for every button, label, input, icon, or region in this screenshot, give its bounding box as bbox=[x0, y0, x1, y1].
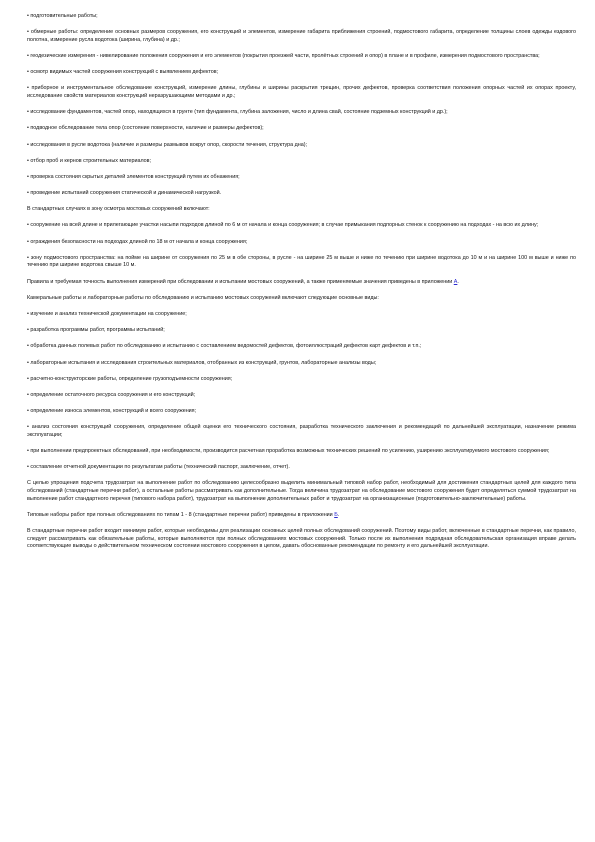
paragraph-text: • геодезические измерения - нивелирование положения сооружения и его элементов (покрытия проезжей части, пролётных строений и опор) в плане и в профиле, измерения подмостового пространства; bbox=[27, 52, 540, 59]
bullet-condition-analysis bbox=[27, 424, 576, 439]
paragraph-text: • определение износа элементов, конструкций и всего сооружения; bbox=[27, 408, 197, 415]
paragraph-text: • зону подмостового пространства: на пойме на ширине от сооружения по 25 м в обе стороны, в русле - на ширине 25 м выше и ниже по течению при ширине водотока до 10 м и на ширине 100 м выше и ниже по течению при ширине водотока свыше 10 м. bbox=[27, 254, 576, 269]
paragraph-text: • проверка состояния скрытых деталей элементов конструкций путем их обнажения; bbox=[27, 173, 240, 180]
paragraph-text: • определение остаточного ресурса сооружения и его конструкций; bbox=[27, 391, 196, 398]
paragraph-text: • разработка программы работ, программы испытаний; bbox=[27, 327, 165, 334]
bullet-load-testing bbox=[27, 190, 576, 198]
paragraph-text: • исследование фундаментов, частей опор, находящихся в грунте (тип фундамента, глубина заложения, число и длина свай, состояние подземных конструкций и др.); bbox=[27, 109, 448, 116]
bullet-under-bridge-zone bbox=[27, 255, 576, 270]
bullet-program-development bbox=[27, 327, 576, 335]
bullet-laboratory-tests bbox=[27, 360, 576, 368]
labor-cost-paragraph bbox=[27, 480, 576, 503]
paragraph-text: Типовые наборы работ при полных обследованиях по типам 1 - 8 (стандартные перечни работ) приведены в приложении bbox=[27, 511, 335, 518]
bullet-sampling bbox=[27, 158, 576, 166]
bullet-pre-design-solutions bbox=[27, 448, 576, 456]
paragraph-text: • проведение испытаний сооружения статической и динамической нагрузкой. bbox=[27, 190, 222, 197]
paragraph-tail: . bbox=[337, 511, 340, 518]
paragraph-text: • осмотр видимых частей сооружения конструкций с выявлением дефектов; bbox=[27, 69, 219, 76]
paragraph-text: Камеральные работы и лабораторные работы по обследованию и испытанию мостовых сооружений включают следующие основные виды: bbox=[27, 294, 379, 301]
standard-lists-paragraph bbox=[27, 528, 576, 551]
paragraph-text: • сооружение на всей длине и прилегающие участки насыпи подходов длиной по 6 м от начала и конца сооружения; в случае примыкания подпорных стенок к сооружению на подходах - на всю их длину; bbox=[27, 222, 539, 229]
bullet-load-capacity-calc bbox=[27, 376, 576, 384]
paragraph-text: • подготовительные работы; bbox=[27, 13, 98, 19]
paragraph-text: • приборное и инструментальное обследование конструкций, измерение длины, глубины и ширины раскрытия трещин, прочих дефектов, проверка соответствия положения опорных частей их опорах проекту, исследование свойств материалов конструкций неразрушающими методами и др.; bbox=[27, 85, 576, 99]
bullet-instrumental-inspection bbox=[27, 85, 576, 100]
bullet-riverbed-study bbox=[27, 142, 576, 150]
bullet-visual-inspection bbox=[27, 69, 576, 77]
paragraph-tail: . bbox=[457, 278, 459, 285]
paragraph-text: В стандартных случаях в зону осмотра мостовых сооружений включают: bbox=[27, 206, 210, 213]
bullet-preparatory-works bbox=[27, 13, 576, 21]
bullet-measurement-works bbox=[27, 29, 576, 44]
paragraph-text: • изучение и анализ технической документации на сооружение; bbox=[27, 310, 187, 317]
bullet-documentation-study bbox=[27, 311, 576, 319]
paragraph-text: • анализ состояния конструкций сооружения, определение общей оценки его технического состояния, разработка технического заключения и рекомендаций по дальнейшей эксплуатации, назначение режима эксплуатации; bbox=[27, 424, 576, 438]
bullet-wear-determination bbox=[27, 408, 576, 416]
appendix-a-link[interactable]: А bbox=[453, 278, 458, 285]
paragraph-text: • ограждения безопасности на подходах длиной по 18 м от начала и конца сооружения; bbox=[27, 238, 248, 245]
paragraph-text: • исследования в русле водотока (наличие и размеры размывов вокруг опор, скорости течения, структура дна); bbox=[27, 141, 308, 148]
bullet-residual-life bbox=[27, 392, 576, 400]
bullet-underwater-inspection bbox=[27, 125, 576, 133]
bullet-reporting bbox=[27, 464, 576, 472]
inspection-zone-intro bbox=[27, 206, 576, 214]
paragraph-text: • подводное обследование тела опор (состояние поверхности, наличие и размеры дефектов); bbox=[27, 125, 264, 132]
bullet-hidden-parts-check bbox=[27, 174, 576, 182]
office-works-intro bbox=[27, 295, 576, 303]
paragraph-text: С целью упрощения подсчета трудозатрат на выполнение работ по обследованию целесообразно выделить минимальный типовой набор работ, необходимый для достижения стандартных целей для каждого типа обследований (стандартные перечни работ), а остальные работы рассматривать как дополнительные. Тогда величина трудозатрат на обследование мостового сооружения будет определяться суммой трудозатрат на выполнение работ стандартного перечня (типового набора работ), трудозатрат на выполнение дополнительных работ и трудозатрат на организационные (подготовительно-заключительные) работы. bbox=[27, 480, 576, 502]
paragraph-text: • лабораторные испытания и исследования строительных материалов, отобранных из конструкций, грунтов, лабораторные анализы воды; bbox=[27, 359, 377, 366]
paragraph-text: • составление отчетной документации по результатам работы (технический паспорт, заключение, отчет). bbox=[27, 464, 290, 471]
bullet-structure-zone bbox=[27, 222, 576, 230]
measurement-rules-paragraph bbox=[27, 279, 576, 287]
paragraph-text: • отбор проб и кернов строительных материалов; bbox=[27, 157, 152, 164]
bullet-field-data-processing bbox=[27, 343, 576, 351]
bullet-foundation-study bbox=[27, 109, 576, 117]
paragraph-text: • обработка данных полевых работ по обследованию и испытанию с составлением ведомостей дефектов, фотоиллюстраций дефектов карт дефектов и т.п.; bbox=[27, 343, 422, 350]
bullet-safety-barriers bbox=[27, 239, 576, 247]
paragraph-text: • обмерные работы: определение основных размеров сооружения, его конструкций и элементов, измерение габарита приближения строений, подмостового габарита, определение толщины слоев одежды ездового полотна, измерение русла водотока (ширина, глубина) и др.; bbox=[27, 29, 576, 43]
appendix-b-link[interactable]: Б bbox=[334, 511, 338, 518]
paragraph-text: • расчетно-конструкторские работы, определение грузоподъемности сооружения; bbox=[27, 375, 233, 382]
paragraph-text: • при выполнении предпроектных обследований, при необходимости, производится расчетная проработка возможных технических решений по усилению, уширению эксплуатируемого мостового сооружения; bbox=[27, 448, 550, 455]
standard-sets-paragraph bbox=[27, 512, 576, 520]
paragraph-text: Правила и требуемая точность выполнения измерений при обследовании и испытании мостовых сооружений, а также применяемые значения приведены в приложении bbox=[27, 278, 454, 285]
paragraph-text: В стандартные перечни работ входит минимум работ, которые необходимы для реализации основных целей полных обследований сооружений. Поэтому виды работ, включенные в стандартные перечни, как правило, следует рассматривать как обязательные работы, которые выполняются при полных обследованиях мостовых сооружений. Только после их выполнения подрядная обследовательская организация вправе делать соответствующие выводы о действительном техническом состоянии мостового сооружения в целом, давать обоснованные рекомендации по ремонту и его дальнейшей эксплуатации. bbox=[27, 528, 576, 550]
bullet-geodetic-measurements bbox=[27, 53, 576, 61]
